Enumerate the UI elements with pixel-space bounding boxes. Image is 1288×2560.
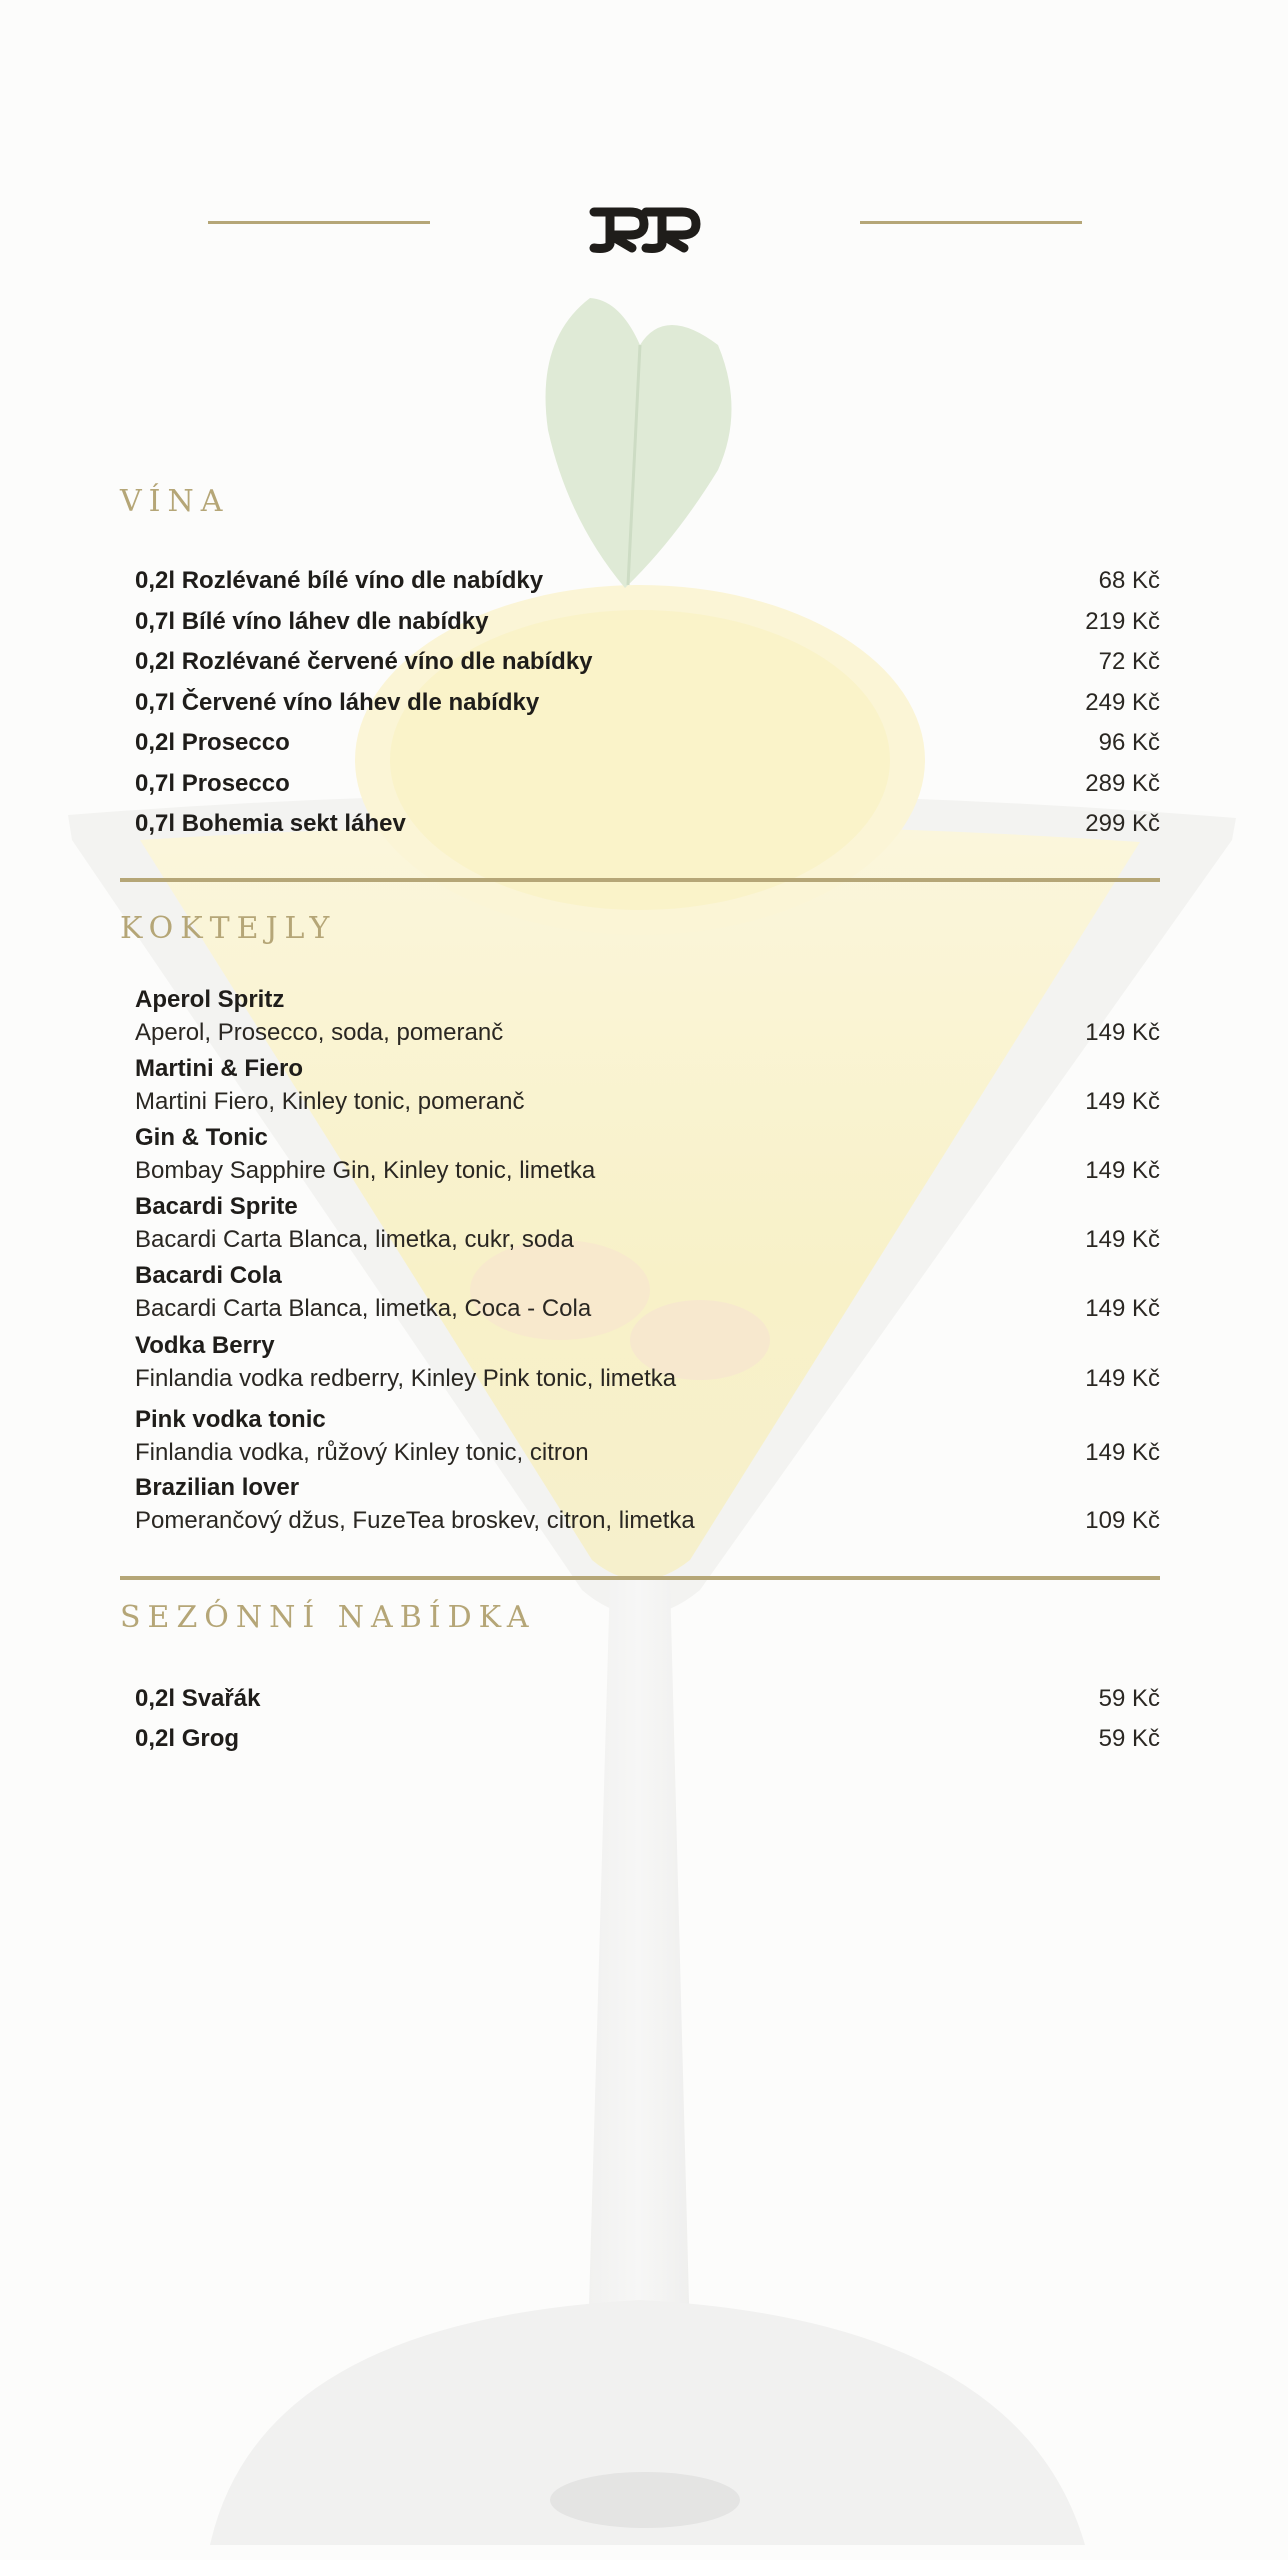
cocktail-ingredients: Pomerančový džus, FuzeTea broskev, citron, limetka — [135, 1507, 695, 1534]
menu-item-name: 0,7l Bílé víno láhev dle nabídky — [135, 607, 489, 635]
cocktail-price: 149 Kč — [1085, 1365, 1160, 1392]
menu-item-row — [135, 642, 1160, 682]
menu-item-row — [135, 1719, 1160, 1759]
menu-item-name: 0,7l Prosecco — [135, 769, 290, 797]
cocktail-item-row — [135, 1259, 1160, 1325]
cocktail-item-row — [135, 1190, 1160, 1256]
cocktail-price: 149 Kč — [1085, 1088, 1160, 1115]
menu-item-row — [135, 561, 1160, 601]
menu-item-price: 72 Kč — [1098, 648, 1160, 675]
header-divider-right — [860, 221, 1082, 224]
section-title-cocktails: KOKTEJLY — [120, 911, 337, 946]
cocktail-price: 149 Kč — [1085, 1226, 1160, 1253]
cocktail-item-row — [135, 1403, 1160, 1469]
cocktail-name: Bacardi Cola — [135, 1262, 282, 1289]
cocktail-name: Gin & Tonic — [135, 1124, 268, 1151]
section-divider — [120, 1576, 1160, 1580]
cocktail-item-row — [135, 1052, 1160, 1118]
cocktail-name: Pink vodka tonic — [135, 1406, 326, 1433]
cocktail-price: 109 Kč — [1085, 1507, 1160, 1534]
menu-item-row — [135, 764, 1160, 804]
menu-item-name: 0,7l Červené víno láhev dle nabídky — [135, 688, 540, 716]
menu-item-name: 0,2l Rozlévané bílé víno dle nabídky — [135, 567, 544, 594]
cocktail-price: 149 Kč — [1085, 1019, 1160, 1046]
section-title-seasonal: SEZÓNNÍ NABÍDKA — [120, 1600, 536, 1635]
cocktail-ingredients: Finlandia vodka, růžový Kinley tonic, citron — [135, 1439, 589, 1466]
cocktail-name: Brazilian lover — [135, 1474, 300, 1501]
cocktail-ingredients: Bacardi Carta Blanca, limetka, Coca - Cola — [135, 1295, 592, 1322]
cocktail-ingredients: Aperol, Prosecco, soda, pomeranč — [135, 1019, 504, 1046]
cocktail-item-row — [135, 983, 1160, 1049]
menu-item-price: 299 Kč — [1085, 810, 1160, 837]
cocktail-item-row — [135, 1121, 1160, 1187]
menu-item-row — [135, 723, 1160, 763]
header-divider-left — [208, 221, 430, 224]
menu-item-price: 59 Kč — [1098, 1725, 1160, 1752]
menu-item-row — [135, 683, 1160, 723]
cocktail-item-row — [135, 1329, 1160, 1395]
section-title-wines: VÍNA — [120, 484, 230, 519]
menu-item-name: 0,2l Grog — [135, 1725, 240, 1752]
cocktail-name: Vodka Berry — [135, 1332, 275, 1359]
cocktail-name: Martini & Fiero — [135, 1055, 304, 1082]
cocktail-price: 149 Kč — [1085, 1157, 1160, 1184]
restaurant-logo-icon — [584, 200, 706, 254]
menu-item-row — [135, 602, 1160, 642]
menu-item-price: 249 Kč — [1085, 688, 1160, 716]
cocktail-ingredients: Bombay Sapphire Gin, Kinley tonic, limetka — [135, 1157, 596, 1184]
menu-item-name: 0,2l Svařák — [135, 1685, 261, 1712]
menu-item-price: 96 Kč — [1098, 729, 1160, 756]
cocktail-price: 149 Kč — [1085, 1295, 1160, 1322]
menu-item-name: 0,7l Bohemia sekt láhev — [135, 810, 406, 837]
cocktail-name: Aperol Spritz — [135, 986, 285, 1013]
menu-item-name: 0,2l Prosecco — [135, 729, 290, 756]
menu-item-price: 219 Kč — [1085, 607, 1160, 635]
section-divider — [120, 878, 1160, 882]
cocktail-item-row — [135, 1471, 1160, 1537]
menu-item-name: 0,2l Rozlévané červené víno dle nabídky — [135, 648, 593, 675]
menu-item-row — [135, 804, 1160, 844]
menu-item-price: 59 Kč — [1098, 1685, 1160, 1712]
cocktail-price: 149 Kč — [1085, 1439, 1160, 1466]
menu-item-row — [135, 1679, 1160, 1719]
cocktail-ingredients: Bacardi Carta Blanca, limetka, cukr, soda — [135, 1226, 574, 1253]
cocktail-ingredients: Martini Fiero, Kinley tonic, pomeranč — [135, 1088, 525, 1115]
cocktail-ingredients: Finlandia vodka redberry, Kinley Pink tonic, limetka — [135, 1365, 677, 1392]
menu-item-price: 68 Kč — [1098, 567, 1160, 594]
menu-item-price: 289 Kč — [1085, 769, 1160, 797]
cocktail-name: Bacardi Sprite — [135, 1193, 298, 1220]
